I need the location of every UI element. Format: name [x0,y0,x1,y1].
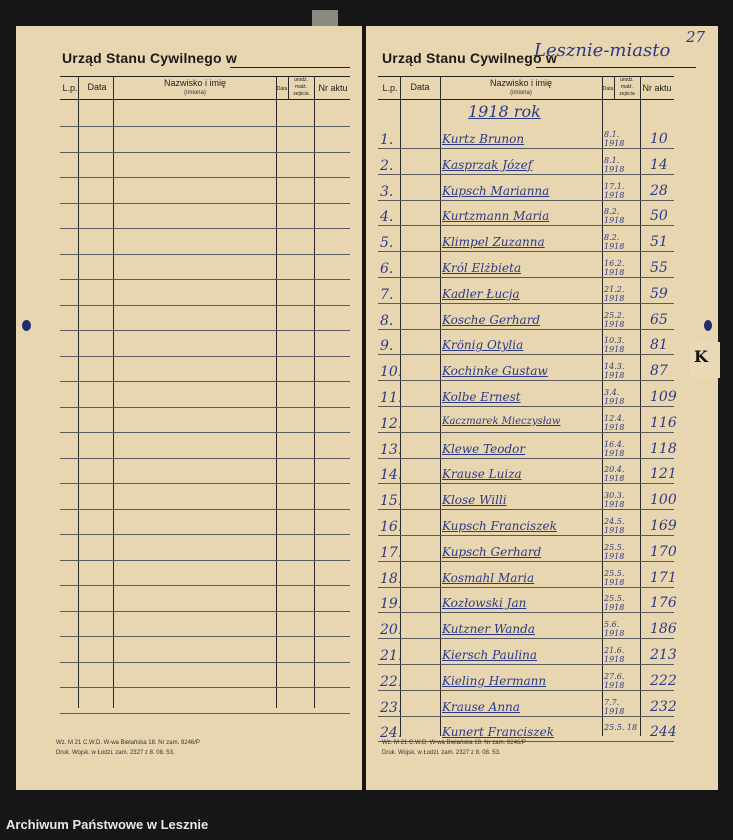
entry-date: 30.3. 1918 [604,491,625,510]
right-footer-line2: Druk. Wojsk. w Łodzi. zam. 2327 z 8. 08. 53. [382,750,501,756]
entry-name: Krönig Otylia [442,338,524,353]
entry-nr-aktu: 116 [650,414,677,431]
entry-name: Kurtz Brunon [442,132,525,146]
entry-nr-aktu: 222 [650,672,677,689]
left-row-line [60,203,350,204]
left-row-line [60,279,350,280]
left-row-line [60,636,350,637]
entry-lp: 4. [380,209,394,226]
entry-nr-aktu: 213 [650,647,677,663]
entry-nr-aktu: 59 [650,285,668,302]
entry-name: Krause Luiza [442,467,522,482]
entry-date: 27.6. 1918 [604,671,625,690]
entry-nr-aktu: 170 [650,543,677,560]
entry-name: Kupsch Franciszek [442,519,557,533]
entry-nr-aktu: 121 [650,466,677,483]
left-row-line [60,483,350,484]
entry-date: 25.5. 1918 [604,594,625,613]
entry-lp: 1. [380,132,394,148]
table-row [366,281,718,307]
table-row [366,565,718,591]
left-row-line [60,585,350,586]
entry-lp: 8. [380,312,394,329]
entry-nr-aktu: 87 [650,363,668,380]
entry-name: Kosche Gerhard [442,312,541,327]
left-header-underline [230,67,350,68]
left-col-data: Data [87,82,107,92]
table-row [366,384,718,410]
right-header-underline [536,67,696,68]
left-row-line [60,458,350,459]
left-footer-line2: Druk. Wojsk. w Łodzi. zam. 2327 z 8. 08. 53. [56,750,175,756]
entry-lp: 9. [380,338,394,355]
entry-lp: 13. [380,441,403,458]
left-vline [314,76,315,708]
table-row [366,152,718,178]
entry-nr-aktu: 81 [650,337,668,354]
entry-date: 8.1. 1918 [604,155,625,174]
archive-label: Archiwum Państwowe w Lesznie [6,817,209,832]
left-col-lp: L.p. [62,83,78,93]
entry-nr-aktu: 232 [650,698,677,715]
left-row-line [60,126,350,127]
entry-date: 24.5. 1918 [604,517,625,535]
entry-name: Król Elżbieta [442,261,522,275]
entry-name: Klose Willi [442,493,507,508]
left-col-nr-aktu: Nr aktu [318,83,348,93]
table-row [366,307,718,333]
entry-date: 21.6. 1918 [604,646,625,664]
table-row [366,178,718,204]
right-header-title: Urząd Stanu Cywilnego w [382,50,557,66]
ink-blot [22,320,31,331]
entry-lp: 19. [380,596,403,613]
entry-lp: 16. [380,519,403,535]
entry-lp: 18. [380,570,403,587]
left-row-line [60,662,350,663]
left-vline [276,76,277,708]
right-col-lp: L.p. [382,83,398,93]
left-row-line [60,611,350,612]
left-col-nazwisko-sub: (imiona) [184,90,206,96]
entry-lp: 12. [380,415,403,432]
year-heading: 1918 rok [468,102,541,121]
entry-date: 16.2. 1918 [604,259,625,277]
entry-name: Kolbe Ernest [442,390,521,404]
left-row-line [60,228,350,229]
table-row [366,358,718,384]
entry-lp: 5. [380,235,394,252]
left-row-line [60,305,350,306]
entry-name: Kiersch Paulina [442,648,538,662]
left-row-line [60,687,350,688]
table-row [366,332,718,358]
right-col-malz-label: małż. [621,84,633,90]
entry-name: Klewe Teodor [442,441,526,456]
right-col-nazwisko-sub: (imiona) [510,90,532,96]
left-vline [78,76,79,708]
left-row-line [60,152,350,153]
right-column-header-bottom [378,99,674,100]
table-row [366,694,718,720]
right-col-nazwisko-label: Nazwisko i imię [489,78,552,88]
right-col-nazwisko [440,78,602,98]
entry-lp: 11. [380,390,403,406]
entry-lp: 6. [380,261,394,277]
table-row [366,126,718,152]
entry-name: Kurtzmann Maria [442,209,550,224]
entry-lp: 23. [380,699,403,716]
entry-date: 8.2. 1918 [604,207,625,226]
table-row [366,642,718,668]
entry-date: 25.5. 18 [604,723,638,733]
left-col-urodz-label: urodz. [294,77,308,83]
table-row [366,229,718,255]
left-row-line [60,381,350,382]
table-row [366,513,718,539]
entry-lp: 3. [380,183,394,200]
table-row [366,590,718,616]
entry-lp: 22. [380,673,403,690]
left-col-nazwisko-label: Nazwisko i imię [163,78,226,88]
right-col-urodz-label: urodz. [620,77,634,83]
left-col-data2: Data [276,86,288,92]
entry-lp: 2. [380,157,394,174]
entry-date: 8.1. 1918 [604,130,625,148]
entry-date: 5.6. 1918 [604,620,625,639]
right-col-urodz [614,77,640,98]
left-row-line [60,432,350,433]
entry-date: 16.4. 1918 [604,439,625,458]
entry-nr-aktu: 109 [650,389,677,405]
entry-lp: 14. [380,467,403,484]
entry-lp: 21. [380,648,403,664]
entry-nr-aktu: 244 [650,724,677,741]
entry-lp: 10. [380,364,403,381]
entry-name: Kieling Hermann [442,673,547,688]
left-row-line [60,713,350,714]
left-column-header-bottom [60,99,350,100]
entry-nr-aktu: 171 [650,569,677,586]
entry-lp: 20. [380,622,403,639]
left-col-nazwisko [114,78,276,98]
table-row [366,461,718,487]
left-page [16,26,362,790]
left-row-line [60,356,350,357]
right-footer-line1: Wz. M 21 C.W.D. W-wa Bielańska 18. Nr zam. 9246/P [382,740,526,746]
left-col-malz-label: małż. [295,84,307,90]
left-row-line [60,407,350,408]
right-page [366,26,718,790]
entry-name: Kozłowski Jan [442,596,527,611]
right-page-number: 27 [686,28,706,46]
table-row [366,616,718,642]
entry-name: Kasprzak Józef [442,157,533,172]
entry-name: Kutzner Wanda [442,622,535,637]
entry-name: Kosmahl Maria [442,570,535,585]
entry-date: 25.5. 1918 [604,568,625,587]
entry-name: Kochinke Gustaw [442,364,548,379]
table-row [366,255,718,281]
entry-nr-aktu: 14 [650,156,668,173]
ink-blot [704,320,712,331]
entry-nr-aktu: 55 [650,260,668,276]
entry-nr-aktu: 51 [650,234,668,251]
entry-date: 8.2. 1918 [604,233,625,252]
entry-nr-aktu: 118 [650,440,677,457]
entry-nr-aktu: 186 [650,621,677,638]
entry-date: 10.3. 1918 [604,336,625,355]
left-col-urodz [288,77,314,98]
entry-date: 12.4. 1918 [604,413,625,432]
right-col-data: Data [410,82,430,92]
entry-date: 25.2. 1918 [604,310,625,329]
entry-lp: 15. [380,493,403,510]
entry-date: 20.4. 1918 [604,465,625,484]
entry-name: Klimpel Zuzanna [442,235,545,250]
table-row [366,539,718,565]
entry-date: 7.7. 1918 [604,697,625,716]
left-row-line [60,509,350,510]
entry-nr-aktu: 10 [650,131,668,147]
right-place-handwritten: Lesznie-miasto [534,40,671,61]
left-row-line [60,177,350,178]
table-row [366,487,718,513]
entry-lp: 24. [380,725,403,742]
entry-name: Kupsch Marianna [442,183,550,198]
table-row [366,668,718,694]
entry-lp: 17. [380,544,403,561]
right-col-zejscia-label: zejścia [619,91,635,97]
left-row-line [60,534,350,535]
entry-name: Krause Anna [442,699,520,714]
entry-nr-aktu: 169 [650,518,677,534]
entry-lp: 7. [380,286,394,303]
entry-date: 25.5. 1918 [604,542,625,561]
entry-nr-aktu: 28 [650,182,668,199]
entry-name: Kadler Łucja [442,286,520,301]
left-vline [288,76,289,99]
left-col-zejscia-label: zejścia [293,91,309,97]
table-row [366,203,718,229]
entry-name: Kaczmarek Mieczysław [442,415,561,427]
left-row-line [60,254,350,255]
entry-name: Kupsch Gerhard [442,544,542,559]
left-footer-line1: Wz. M 21 C.W.D. W-wa Bielańska 18. Nr zam. 9246/P [56,740,200,746]
entry-date: 17.1. 1918 [604,181,625,200]
right-col-data2: Data [602,86,614,92]
table-row [366,410,718,436]
entry-nr-aktu: 65 [650,311,668,328]
left-header-title: Urząd Stanu Cywilnego w [62,50,237,66]
entry-date: 21.2. 1918 [604,284,625,303]
left-vline [113,76,114,708]
entry-nr-aktu: 176 [650,595,677,612]
right-col-nr-aktu: Nr aktu [642,83,672,93]
table-row [366,436,718,462]
entry-date: 3.4. 1918 [604,388,625,406]
entry-date: 14.3. 1918 [604,362,625,381]
right-vline [614,76,615,99]
left-row-line [60,330,350,331]
entry-nr-aktu: 50 [650,208,668,225]
left-row-line [60,560,350,561]
entry-name: Kunert Franciszek [442,725,554,740]
entry-nr-aktu: 100 [650,492,677,509]
index-tab-letter: K [694,347,708,366]
